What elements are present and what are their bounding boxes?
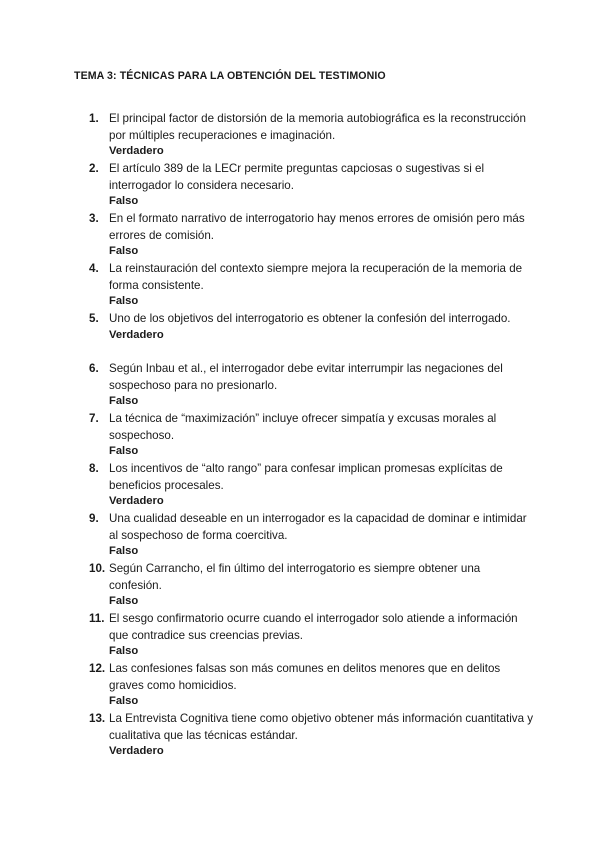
question-answer: Verdadero: [109, 328, 164, 341]
question-item: [0, 161, 600, 211]
question-text: El artículo 389 de la LECr permite preguntas capciosas o sugestivas si el interrogador lo considera necesario.: [109, 162, 485, 192]
question-answer: Verdadero: [109, 145, 164, 158]
question-body: [109, 561, 534, 610]
question-number: 1.: [89, 112, 99, 125]
question-item: [0, 211, 600, 261]
question-number: 2.: [89, 162, 99, 175]
question-item: [0, 111, 600, 161]
question-text: La Entrevista Cognitiva tiene como objetivo obtener más información cuantitativa y cualitativa que las técnicas estándar.: [109, 712, 534, 742]
question-answer: Falso: [109, 445, 139, 458]
question-number: 7.: [89, 412, 99, 425]
question-number: 8.: [89, 462, 99, 475]
question-number: 4.: [89, 262, 99, 275]
question-text: La técnica de “maximización” incluye ofrecer simpatía y excusas morales al sospechoso.: [109, 412, 497, 442]
question-body: [109, 311, 534, 343]
question-body: [109, 611, 534, 660]
question-answer: Falso: [109, 545, 139, 558]
question-item: [0, 311, 600, 361]
question-answer: Falso: [109, 645, 139, 658]
question-body: [109, 261, 534, 310]
question-text: Uno de los objetivos del interrogatorio es obtener la confesión del interrogado.: [109, 312, 511, 325]
question-answer: Falso: [109, 395, 139, 408]
question-answer: Falso: [109, 195, 139, 208]
question-item: [0, 711, 600, 761]
question-item: [0, 511, 600, 561]
question-body: [109, 361, 534, 410]
question-item: [0, 361, 600, 411]
question-item: [0, 561, 600, 611]
question-list: [0, 111, 600, 761]
question-text: Según Carrancho, el fin último del interrogatorio es siempre obtener una confesión.: [109, 562, 481, 592]
question-number: 10.: [89, 562, 106, 575]
question-number: 6.: [89, 362, 99, 375]
question-number: 9.: [89, 512, 99, 525]
question-text: La reinstauración del contexto siempre mejora la recuperación de la memoria de forma consistente.: [109, 262, 523, 292]
question-answer: Verdadero: [109, 745, 164, 758]
question-text: El sesgo confirmatorio ocurre cuando el interrogador solo atiende a información que contradice sus creencias previas.: [109, 612, 518, 642]
document-title: TEMA 3: TÉCNICAS PARA LA OBTENCIÓN DEL TESTIMONIO: [74, 70, 386, 82]
question-text: El principal factor de distorsión de la memoria autobiográfica es la reconstrucción por múltiples recuperaciones e imaginación.: [109, 112, 526, 142]
question-text: En el formato narrativo de interrogatorio hay menos errores de omisión pero más errores de comisión.: [109, 212, 525, 242]
question-number: 5.: [89, 312, 99, 325]
question-item: [0, 411, 600, 461]
question-item: [0, 661, 600, 711]
question-body: [109, 661, 534, 710]
question-body: [109, 461, 534, 510]
question-body: [109, 161, 534, 210]
question-body: [109, 711, 534, 760]
question-answer: Falso: [109, 595, 139, 608]
question-item: [0, 611, 600, 661]
question-item: [0, 461, 600, 511]
question-text: Las confesiones falsas son más comunes en delitos menores que en delitos graves como homicidios.: [109, 662, 501, 692]
question-item: [0, 261, 600, 311]
question-answer: Falso: [109, 295, 139, 308]
question-answer: Falso: [109, 695, 139, 708]
question-body: [109, 511, 534, 560]
question-number: 13.: [89, 712, 106, 725]
question-text: Según Inbau et al., el interrogador debe evitar interrumpir las negaciones del sospechoso para no presionarlo.: [109, 362, 503, 392]
question-number: 3.: [89, 212, 99, 225]
question-body: [109, 211, 534, 260]
question-body: [109, 411, 534, 460]
question-text: Una cualidad deseable en un interrogador es la capacidad de dominar e intimidar al sospechoso de forma coercitiva.: [109, 512, 527, 542]
question-number: 12.: [89, 662, 106, 675]
question-text: Los incentivos de “alto rango” para confesar implican promesas explícitas de beneficios procesales.: [109, 462, 503, 492]
question-number: 11.: [89, 612, 105, 625]
question-answer: Falso: [109, 245, 139, 258]
question-body: [109, 111, 534, 160]
question-answer: Verdadero: [109, 495, 164, 508]
